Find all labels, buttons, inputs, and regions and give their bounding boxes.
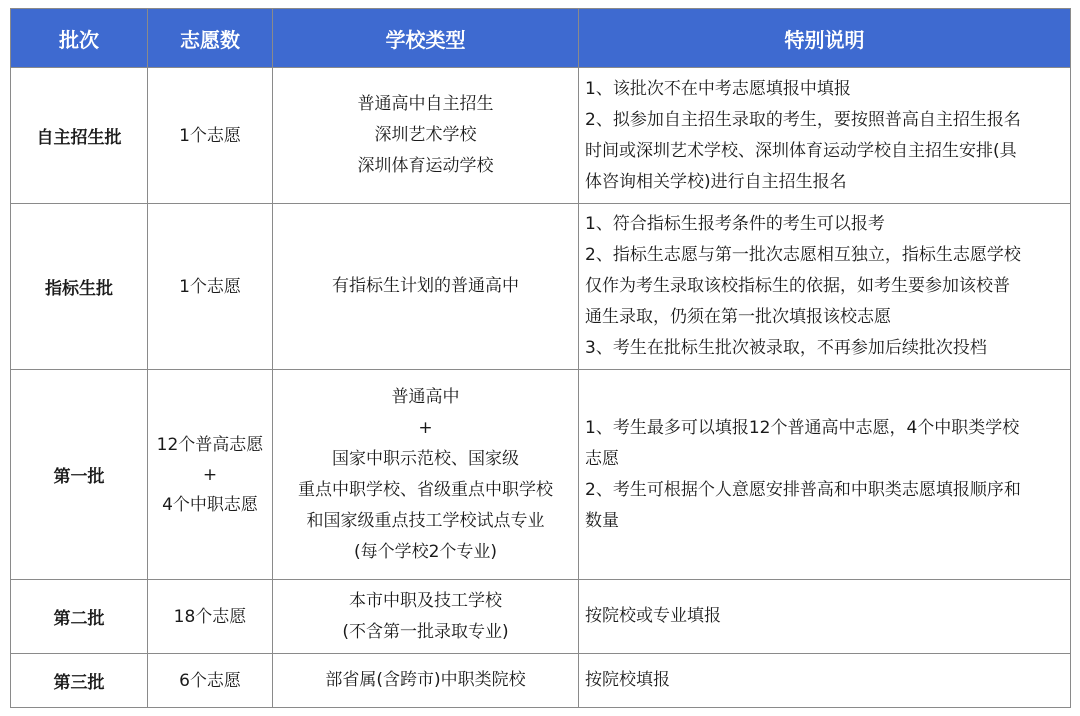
count-cell — [148, 68, 273, 204]
note-cell — [579, 204, 1071, 370]
school-type-cell — [273, 654, 579, 708]
table-row — [11, 580, 1071, 654]
count-line: 1个志愿 — [179, 276, 241, 297]
type-line: 部省属(含跨市)中职类院校 — [325, 670, 526, 690]
type-line: 国家中职示范校、国家级 — [332, 448, 519, 469]
table-row — [11, 654, 1071, 708]
school-type-cell — [273, 204, 579, 370]
note-line: 1、该批次不在中考志愿填报中填报 — [585, 78, 851, 99]
type-line: 深圳艺术学校 — [374, 125, 477, 145]
note-cell — [579, 654, 1071, 708]
batch-cell: 第一批 — [11, 370, 148, 580]
admission-table-container — [10, 8, 1070, 708]
note-line: 通生录取，仍须在第一批次填报该校志愿 — [585, 307, 891, 327]
school-type-cell — [273, 370, 579, 580]
batch-cell: 自主招生批 — [11, 68, 148, 204]
school-type-cell — [273, 68, 579, 204]
header-school-type: 学校类型 — [273, 9, 579, 68]
note-line: 时间或深圳艺术学校、深圳体育运动学校自主招生安排(具 — [585, 140, 1017, 161]
type-line: 本市中职及技工学校 — [349, 590, 502, 611]
count-line: 18个志愿 — [173, 606, 247, 627]
header-batch: 批次 — [11, 9, 148, 68]
note-line: 按院校或专业填报 — [585, 606, 721, 626]
type-line: 普通高中自主招生 — [357, 94, 494, 114]
admission-batch-table — [10, 8, 1071, 708]
count-line: 1个志愿 — [179, 125, 241, 146]
type-line: + — [418, 417, 433, 438]
batch-cell: 指标生批 — [11, 204, 148, 370]
count-cell — [148, 580, 273, 654]
type-line: 深圳体育运动学校 — [357, 156, 494, 176]
note-line: 按院校填报 — [585, 670, 670, 690]
table-header-row — [11, 9, 1071, 68]
note-line: 数量 — [585, 510, 619, 531]
count-cell — [148, 204, 273, 370]
note-line: 2、指标生志愿与第一批次志愿相互独立，指标生志愿学校 — [585, 245, 1021, 265]
school-type-cell — [273, 580, 579, 654]
type-line: 有指标生计划的普通高中 — [332, 276, 519, 296]
type-line: (不含第一批录取专业) — [342, 621, 509, 642]
type-line: (每个学校2个专业) — [353, 541, 498, 562]
note-line: 1、考生最多可以填报12个普通高中志愿，4个中职类学校 — [585, 417, 1020, 438]
table-row — [11, 204, 1071, 370]
header-note: 特别说明 — [579, 9, 1071, 68]
type-line: 和国家级重点技工学校试点专业 — [306, 510, 545, 531]
count-line: + — [202, 464, 218, 485]
table-row — [11, 68, 1071, 204]
header-count: 志愿数 — [148, 9, 273, 68]
count-line: 6个志愿 — [179, 670, 241, 691]
table-row — [11, 370, 1071, 580]
batch-cell: 第二批 — [11, 580, 148, 654]
type-line: 重点中职学校、省级重点中职学校 — [298, 479, 553, 500]
note-line: 2、拟参加自主招生录取的考生，要按照普高自主招生报名 — [585, 109, 1021, 130]
note-line: 体咨询相关学校)进行自主招生报名 — [585, 171, 847, 192]
count-line: 12个普高志愿 — [156, 434, 264, 455]
note-cell — [579, 580, 1071, 654]
note-line: 1、符合指标生报考条件的考生可以报考 — [585, 214, 885, 234]
count-cell — [148, 654, 273, 708]
count-line: 4个中职志愿 — [162, 494, 258, 515]
batch-cell: 第三批 — [11, 654, 148, 708]
note-line: 2、考生可根据个人意愿安排普高和中职类志愿填报顺序和 — [585, 479, 1021, 500]
note-cell — [579, 68, 1071, 204]
note-line: 仅作为考生录取该校指标生的依据，如考生要参加该校普 — [585, 276, 1010, 296]
type-line: 普通高中 — [391, 386, 460, 407]
count-cell — [148, 370, 273, 580]
note-line: 志愿 — [585, 448, 619, 469]
note-line: 3、考生在批标生批次被录取，不再参加后续批次投档 — [585, 338, 987, 358]
note-cell — [579, 370, 1071, 580]
